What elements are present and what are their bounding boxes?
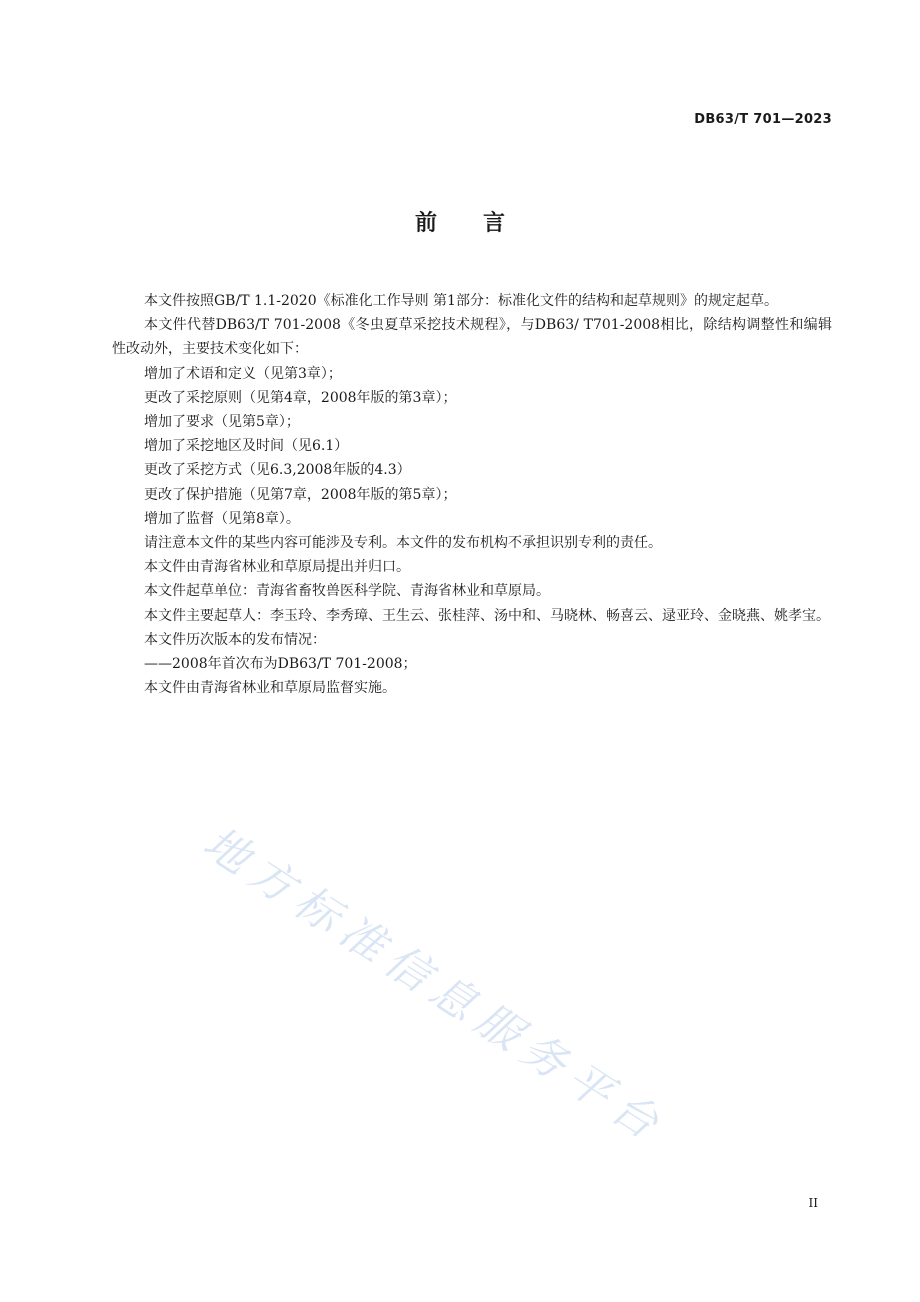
- change-item-2: 更改了采挖原则（见第4章，2008年版的第3章）；: [144, 389, 457, 406]
- change-item-5: 更改了采挖方式（见6.3,2008年版的4.3）: [144, 462, 411, 479]
- change-item-7: 增加了监督（见第8章）。: [144, 510, 300, 527]
- change-item-4: 增加了采挖地区及时间（见6.1）: [144, 438, 349, 455]
- proposer-paragraph: 本文件由青海省林业和草原局提出并归口。: [144, 559, 410, 576]
- supervision-paragraph: 本文件由青海省林业和草原局监督实施。: [144, 680, 396, 697]
- change-item-3: 增加了要求（见第5章）；: [144, 414, 300, 431]
- paragraph-1: 本文件按照GB/T 1.1-2020《标准化工作导则 第1部分：标准化文件的结构和起草规则》的规定起草。: [144, 293, 778, 309]
- patent-notice: 请注意本文件的某些内容可能涉及专利。本文件的发布机构不承担识别专利的责任。: [144, 535, 662, 552]
- history-item: ——2008年首次布为DB63/T 701-2008；: [144, 656, 417, 673]
- title-char-2: 言: [483, 211, 506, 236]
- history-heading: 本文件历次版本的发布情况：: [144, 631, 326, 648]
- page-number: II: [808, 1196, 818, 1210]
- paragraph-2: 本文件代替DB63/T 701-2008《冬虫夏草采挖技术规程》，与DB63/ T701-2008相比，除结构调整性和编辑性改动外，主要技术变化如下：: [112, 317, 832, 358]
- foreword-body: [112, 289, 832, 700]
- drafters-paragraph: 本文件主要起草人：李玉玲、李秀璋、王生云、张桂萍、汤中和、马晓林、畅喜云、逯亚玲、金晓燕、姚孝宝。: [144, 607, 830, 624]
- change-item-6: 更改了保护措施（见第7章，2008年版的第5章）；: [144, 486, 457, 503]
- drafting-unit-paragraph: 本文件起草单位：青海省畜牧兽医科学院、青海省林业和草原局。: [144, 583, 550, 600]
- change-item-1: 增加了术语和定义（见第3章）；: [144, 365, 342, 382]
- page-title: [0, 206, 920, 237]
- watermark: 地方标准信息服务平台: [194, 817, 675, 1155]
- document-code: DB63/T 701—2023: [694, 112, 832, 127]
- title-char-1: 前: [414, 211, 437, 236]
